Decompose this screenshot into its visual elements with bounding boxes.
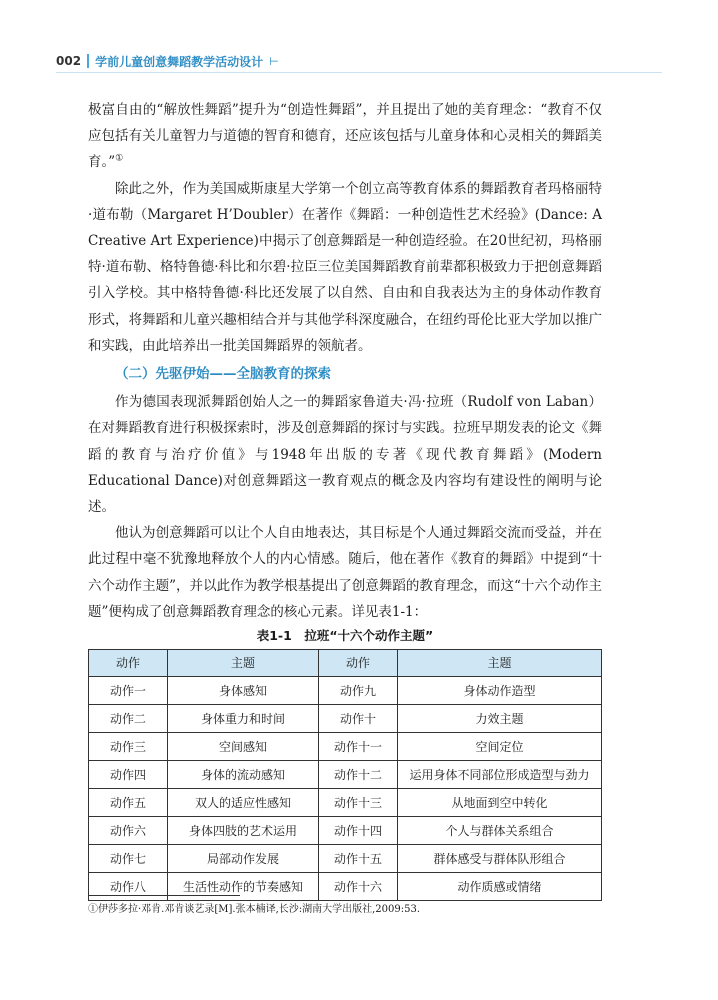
table-cell: 力效主题: [398, 705, 602, 733]
header-divider: [87, 54, 89, 68]
header-cell: 动作: [89, 650, 168, 677]
table-cell: 空间定位: [398, 733, 602, 761]
header-rule: [56, 72, 662, 73]
header-ornament-icon: ⊢: [269, 54, 279, 68]
table-cell: 生活性动作的节奏感知: [168, 873, 319, 901]
footnote-ref[interactable]: ①: [115, 153, 124, 164]
table-cell: 运用身体不同部位形成造型与劲力: [398, 761, 602, 789]
table-cell: 动作质感或情绪: [398, 873, 602, 901]
table-row: [89, 873, 602, 901]
table-row: [89, 789, 602, 817]
table-caption: 表1-1 拉班“十六个动作主题”: [256, 628, 434, 644]
table-cell: 动作十: [319, 705, 398, 733]
footnote-rule: [88, 895, 240, 896]
table-cell: 动作十四: [319, 817, 398, 845]
running-header: [56, 50, 279, 72]
table-cell: 动作六: [89, 817, 168, 845]
table-cell: 个人与群体关系组合: [398, 817, 602, 845]
table-cell: 动作五: [89, 789, 168, 817]
table-cell: 动作三: [89, 733, 168, 761]
table-row: [89, 817, 602, 845]
table-cell: 群体感受与群体队形组合: [398, 845, 602, 873]
paragraph-1: 极富自由的“解放性舞蹈”提升为“创造性舞蹈”，并且提出了她的美育理念：“教育不仅应包括有关儿童智力与道德的智育和德育，还应该包括与儿童身体和心灵相关的舞蹈美育。”①: [88, 102, 602, 171]
table-cell: 动作十五: [319, 845, 398, 873]
table-row: [89, 761, 602, 789]
table-cell: 动作四: [89, 761, 168, 789]
table-cell: 双人的适应性感知: [168, 789, 319, 817]
table-cell: 动作九: [319, 677, 398, 705]
table-row: [89, 845, 602, 873]
table-cell: 动作七: [89, 845, 168, 873]
header-cell: 动作: [319, 650, 398, 677]
table-cell: 动作十二: [319, 761, 398, 789]
table-row: [89, 733, 602, 761]
table-row: [89, 677, 602, 705]
paragraph-4: 他认为创意舞蹈可以让个人自由地表达，其目标是个人通过舞蹈交流而受益，并在此过程中毫不犹豫地释放个人的内心情感。随后，他在著作《教育的舞蹈》中提到“十六个动作主题”，并以此作为教学根基提出了创意舞蹈的教育理念，而这“十六个动作主题”便构成了创意舞蹈教育理念的核心元素。详见表1-1：: [88, 525, 602, 620]
table-header-row: [89, 650, 602, 677]
movement-themes-table: [88, 649, 602, 901]
table-cell: 动作十三: [319, 789, 398, 817]
table-cell: 动作一: [89, 677, 168, 705]
paragraph-2: 除此之外，作为美国威斯康星大学第一个创立高等教育体系的舞蹈教育者玛格丽特·道布勒（Margaret H’Doubler）在著作《舞蹈：一种创造性艺术经验》(Dance: A Creative Art Experience)中揭示了创意舞蹈是一种创造经验。在20世纪初，玛格丽特·道布勒、格特鲁德·科比和尔碧·拉臣三位美国舞蹈教育前辈都积极致力于把创意舞蹈引入学校。其中格特鲁德·科比还发展了以自然、自由和自我表达为主的身体动作教育形式，将舞蹈和儿童兴趣相结合并与其他学科深度融合，在纽约哥伦比亚大学加以推广和实践，由此培养出一批美国舞蹈界的领航者。: [88, 180, 602, 354]
table-cell: 动作十六: [319, 873, 398, 901]
header-cell: 主题: [168, 650, 319, 677]
table-cell: 身体感知: [168, 677, 319, 705]
paragraph-3: 作为德国表现派舞蹈创始人之一的舞蹈家鲁道夫·冯·拉班（Rudolf von Laban）在对舞蹈教育进行积极探索时，涉及创意舞蹈的探讨与实践。拉班早期发表的论文《舞蹈的教育与治疗价值》与1948年出版的专著《现代教育舞蹈》(Modern Educational Dance)对创意舞蹈这一教育观点的概念及内容均有建设性的阐明与论述。: [88, 394, 602, 516]
table-cell: 动作八: [89, 873, 168, 901]
page-number: 002: [56, 54, 82, 68]
table-cell: 身体四肢的艺术运用: [168, 817, 319, 845]
table-row: [89, 705, 602, 733]
table-cell: 动作二: [89, 705, 168, 733]
table-cell: 身体重力和时间: [168, 705, 319, 733]
footnote: ①伊莎多拉·邓肯.邓肯谈艺录[M].张本楠译,长沙:湖南大学出版社,2009:53.: [88, 904, 421, 915]
table-cell: 动作十一: [319, 733, 398, 761]
book-title: 学前儿童创意舞蹈教学活动设计: [95, 54, 264, 69]
table-cell: 空间感知: [168, 733, 319, 761]
section-heading: （二）先驱伊始——全脑教育的探索: [115, 366, 331, 383]
header-cell: 主题: [398, 650, 602, 677]
table-cell: 从地面到空中转化: [398, 789, 602, 817]
table-cell: 身体的流动感知: [168, 761, 319, 789]
table-cell: 局部动作发展: [168, 845, 319, 873]
body-text: [88, 97, 602, 901]
table-cell: 身体动作造型: [398, 677, 602, 705]
